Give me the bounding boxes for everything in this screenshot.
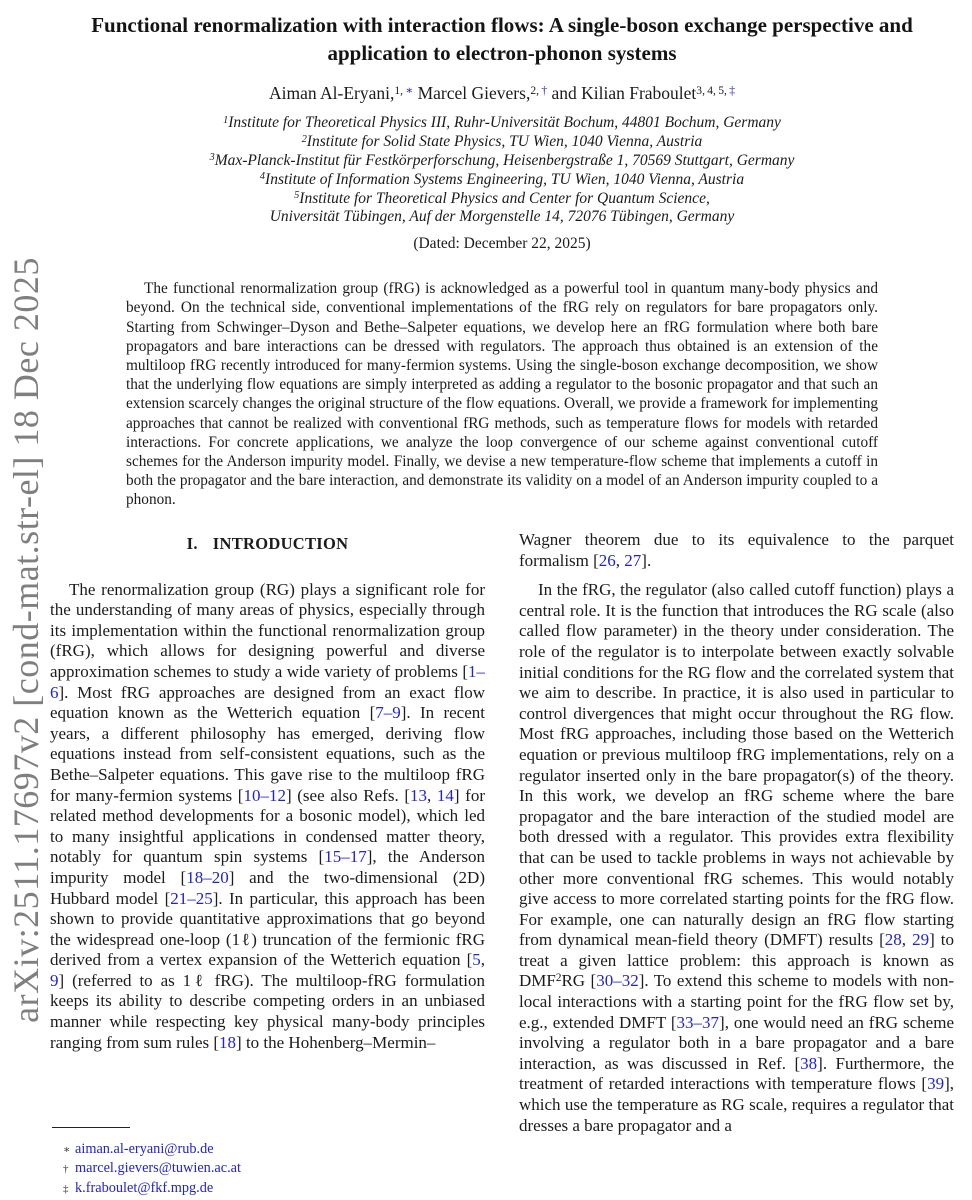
affiliation-line (50, 190, 954, 209)
citation-link[interactable]: 5 (472, 950, 481, 970)
affiliation-text: Universität Tübingen, Auf der Morgenstelle 14, 72076 Tübingen, Germany (269, 208, 735, 226)
affiliation-text: Institute for Theoretical Physics III, Ruhr-Universität Bochum, 44801 Bochum, Germany (228, 114, 781, 132)
citation-link[interactable]: 13 (409, 785, 427, 805)
left-column (50, 530, 485, 1200)
citation-link[interactable]: 14 (436, 785, 454, 805)
footnote-marker-link[interactable]: ‡ (729, 85, 735, 98)
body-paragraph: Wagner theorem due to its equivalence to the parquet formalism [26, 27]. (519, 530, 954, 570)
affiliation-text: Max-Planck-Institut für Festkörperforschung, Heisenbergstraße 1, 70569 Stuttgart, Germany (214, 152, 795, 170)
footnote-email-link[interactable]: k.fraboulet@fkf.mpg.de (75, 1179, 214, 1196)
citation-link[interactable]: 39 (927, 1074, 945, 1094)
citation-link[interactable]: 27 (624, 550, 642, 570)
footnote-block (50, 1113, 485, 1199)
affiliation-line (50, 114, 954, 133)
affiliation-line (50, 208, 954, 227)
abstract (126, 279, 878, 509)
arxiv-stamp: arXiv:2511.17697v2 [cond-mat.str-el] 18 Dec 2025 (6, 257, 46, 1023)
citation-link[interactable]: 9 (50, 970, 59, 990)
section-heading (50, 534, 485, 555)
citation-link[interactable]: 18 (219, 1032, 237, 1052)
paper-header (50, 6, 954, 510)
footnote-marker: ‡ (63, 1182, 69, 1195)
citation-link[interactable]: 30–32 (596, 971, 639, 991)
citation-link[interactable]: 18–20 (186, 867, 229, 887)
citation-link[interactable]: 33–37 (676, 1012, 720, 1032)
affiliation-line (50, 171, 954, 190)
citation-link[interactable]: 15–17 (324, 847, 367, 867)
superscript: 1, (394, 85, 406, 98)
abstract-text: The functional renormalization group (fRG) is acknowledged as a powerful tool in quantum many-body physics and beyond. On the technical side, conventional implementations of the fRG rely on regulators for bare propagators only. Starting from Schwinger–Dyson and Bethe–Salpeter equations, we develop here an fRG formulation where both bare propagators and bare interactions can be dressed with regulators. The approach thus obtained is an extension of the multiloop fRG recently introduced for many-fermion systems. Using the single-boson exchange decomposition, we show that the underlying flow equations are simply interpreted as adding a regulator to the bosonic propagator and that such an extension scarcely changes the original structure of the flow equations. Overall, we provide a framework for implementing approaches that cannot be realized with conventional fRG methods, such as temperature flows for models with retarded interactions. For concrete applications, we analyze the loop convergence of our scheme against conventional cutoff schemes for the Anderson impurity model. Finally, we devise a new temperature-flow scheme that implements a cutoff in both the propagator and the bare interaction, and demonstrate its validity on a model of an Anderson impurity coupled to a phonon. (126, 280, 878, 509)
footnote-marker-link[interactable]: ∗ (405, 85, 414, 98)
footnote-rule (52, 1127, 130, 1128)
footnote-item (50, 1159, 485, 1179)
footnote-email-link[interactable]: marcel.gievers@tuwien.ac.at (75, 1160, 241, 1176)
affiliation-text: Institute for Theoretical Physics and Center for Quantum Science, (299, 189, 710, 207)
body-paragraph: The renormalization group (RG) plays a significant role for the understanding of many areas of physics, especially through its implementation within the functional renormalization group (fRG), which allows for designing powerful and diverse approximation schemes to study a wide variety of problems [1–6]. Most fRG approaches are designed from an exact flow equation known as the Wetterich equation [7–9]. In recent years, a different philosophy has emerged, deriving flow equations instead from self-consistent equations, such as the Bethe–Salpeter equations. This gave rise to the multiloop fRG for many-fermion systems [10–12] (see also Refs. [13, 14] for related method developments for a bosonic model), which led to many insightful applications in condensed matter theory, notably for quantum spin systems [15–17], the Anderson impurity model [18–20] and the two-dimensional (2D) Hubbard model [21–25]. In particular, this approach has been shown to provide quantitative approximations that go beyond the widespread one-loop (1ℓ) truncation of the fermionic fRG derived from a vertex expansion of the Wetterich equation [5, 9] (referred to as 1ℓ fRG). The multiloop-fRG formulation keeps its ability to describe competing orders in an unbiased manner while respecting key physical many-body principles ranging from sum rules [18] to the Hohenberg–Mermin– (50, 579, 485, 1052)
affiliation-sup: 2 (301, 133, 307, 145)
citation-link[interactable]: 29 (912, 930, 930, 950)
paper-title: Functional renormalization with interaction flows: A single-boson exchange perspective and application to electron-phonon systems (91, 13, 913, 65)
author-line: Aiman Al-Eryani,$^{1,}$ ∗ Marcel Gievers,$^{2,}$ † and Kilian Fraboulet$^{3, 4, 5,}$ ‡ (268, 83, 735, 104)
body-paragraph: In the fRG, the regulator (also called cutoff function) plays a central role. It is the function that introduces the RG scale (also called flow parameter) in the theory under consideration. The role of the regulator is to interpolate between exactly solvable initial conditions for the RG flow and the correlated system that we aim to describe. In practice, it is also used in particular to control divergences that might occur throughout the RG flow. Most fRG approaches, including those based on the Wetterich equation or previous multiloop fRG implementations, rely on a regulator inserted only in the bare propagator(s) of the theory. In this work, we develop an fRG scheme where the bare propagator and the bare interaction of the studied model are both dressed with a regulator. This provides extra flexibility that can be used to tackle problems in ways not achievable by other more conventional fRG schemes. This would notably give access to more correlated starting points for the fRG flow. For example, one can naturally design an fRG flow starting from dynamical mean-field theory (DMFT) results [28, 29] to treat a given lattice problem: this approach is known as DMF$^2$RG [30–32]. To extend this scheme to models with non-local interactions with a starting point for the fRG flow set by, e.g., extended DMFT [33–37], one would need an fRG scheme involving a regulator both in a bare propagator and a bare interaction, as was discussed in Ref. [38]. Furthermore, the treatment of retarded interactions with temperature flows [39], which use the temperature as RG scale, requires a regulator that dresses a bare propagator and a (519, 580, 954, 1135)
affiliation-text: Institute of Information Systems Engineering, TU Wien, 1040 Vienna, Austria (265, 170, 745, 188)
footnote-marker-link[interactable]: † (541, 85, 548, 98)
affiliation-text: Institute for Solid State Physics, TU Wien, 1040 Vienna, Austria (306, 133, 703, 151)
citation-link[interactable]: 28 (884, 930, 902, 950)
footnote-marker: † (63, 1163, 69, 1175)
citation-link[interactable]: 7–9 (375, 703, 401, 723)
superscript: 3, 4, 5, (696, 85, 730, 98)
citation-link[interactable]: 38 (800, 1053, 818, 1073)
citation-link[interactable]: 1–6 (50, 661, 485, 702)
footnote-item (50, 1140, 485, 1160)
citation-link[interactable]: 21–25 (170, 888, 213, 908)
affiliation-sup: 4 (259, 171, 266, 183)
section-number: I. (186, 534, 198, 553)
footnote-item (50, 1179, 485, 1199)
affiliation-line (50, 133, 954, 152)
citation-link[interactable]: 10–12 (243, 785, 286, 805)
citation-link[interactable]: 26 (598, 550, 616, 570)
superscript: 2, (530, 85, 542, 98)
right-column (519, 530, 954, 1200)
section-title: INTRODUCTION (212, 534, 349, 553)
affiliation-sup: 3 (209, 152, 215, 164)
affiliation-sup: 5 (294, 190, 300, 202)
affiliation-sup: 1 (223, 114, 229, 126)
body-columns (50, 530, 954, 1200)
affiliation-line (50, 152, 954, 171)
footnote-marker: ∗ (63, 1143, 71, 1156)
dated-line: (Dated: December 22, 2025) (413, 235, 591, 253)
superscript: 2 (555, 972, 562, 985)
footnote-email-link[interactable]: aiman.al-eryani@rub.de (75, 1140, 214, 1157)
